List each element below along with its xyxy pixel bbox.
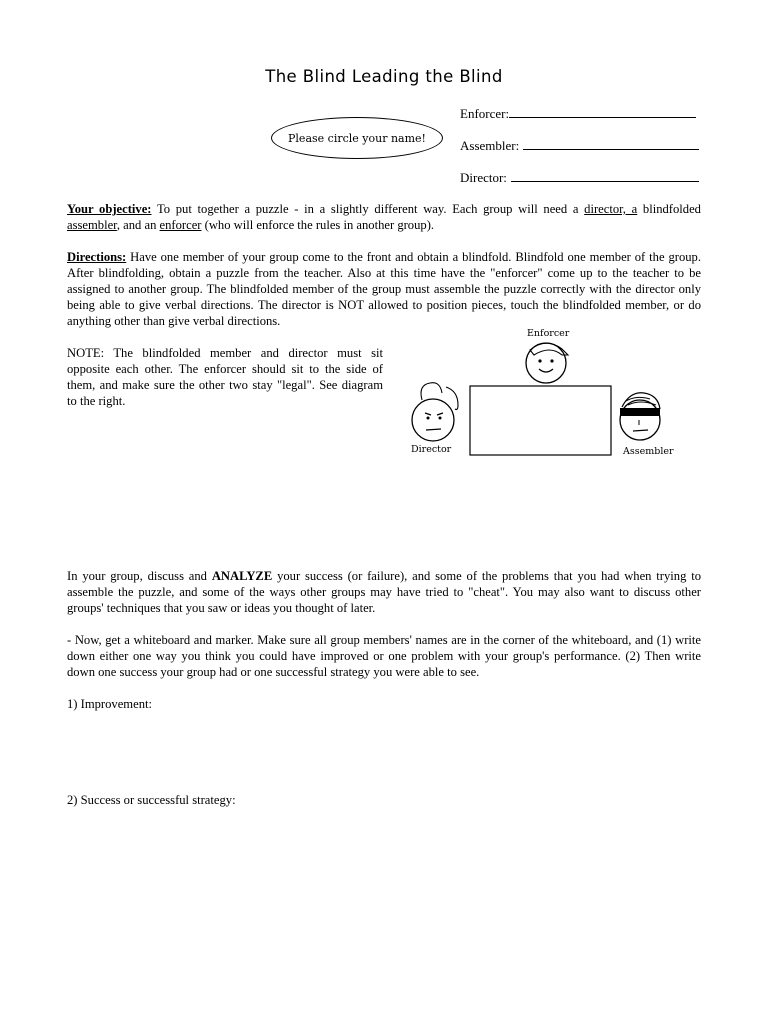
assembler-name-blank[interactable] bbox=[523, 139, 699, 150]
objective-heading: Your objective: bbox=[67, 202, 152, 216]
directions-paragraph bbox=[67, 249, 701, 329]
enforcer-diagram-label: Enforcer bbox=[527, 328, 570, 339]
objective-text-4: (who will enforce the rules in another group). bbox=[201, 218, 435, 232]
objective-director: director, a bbox=[584, 202, 638, 216]
enforcer-signature-line bbox=[460, 106, 696, 122]
objective-text-3: , and an bbox=[116, 218, 160, 232]
assembler-label: Assembler: bbox=[460, 138, 520, 153]
assembler-face-icon bbox=[620, 393, 660, 440]
circle-name-callout bbox=[271, 117, 443, 159]
director-name-blank[interactable] bbox=[511, 171, 699, 182]
enforcer-name-blank[interactable] bbox=[509, 107, 696, 118]
director-signature-line bbox=[460, 170, 699, 186]
objective-text-2: blindfolded bbox=[637, 202, 701, 216]
objective-assembler: assembler bbox=[67, 218, 117, 232]
director-face-icon bbox=[412, 383, 458, 441]
note-paragraph: NOTE: The blindfolded member and director must sit opposite each other. The enforcer should sit to the side of them, and make sure the other two stay "legal". See diagram to the right. bbox=[67, 346, 383, 408]
callout-text: Please circle your name! bbox=[288, 131, 426, 145]
whiteboard-paragraph: - Now, get a whiteboard and marker. Make sure all group members' names are in the corner of the whiteboard, and (1) write down either one way you think you could have improved or one problem with your group's performance. (2) Then write down one success your group had or one successful strategy you were able to see. bbox=[67, 633, 701, 679]
blindfold-icon bbox=[620, 408, 660, 416]
analyze-paragraph bbox=[67, 568, 701, 616]
analyze-text-2: your success (or failure), and some of the problems that you had when trying to assemble the puzzle, and some of the ways other groups may have tried to "cheat". You may also want to discuss other groups' techniques that you saw or ideas you thought of later. bbox=[67, 569, 701, 615]
question-improvement: 1) Improvement: bbox=[67, 697, 152, 711]
assembler-signature-line bbox=[460, 138, 699, 154]
analyze-bold: ANALYZE bbox=[211, 569, 273, 583]
puzzle-table bbox=[470, 386, 611, 455]
directions-text: Have one member of your group come to the front and obtain a blindfold. Blindfold one member of the group. After blindfolding, obtain a puzzle from the teacher. Also at this time have the "enforcer" come up to the teacher to be assigned to another group. The blindfolded member of the group must assemble the puzzle correctly with the director only being able to give verbal directions. The director is NOT allowed to position pieces, touch the blindfolded member, or do anything other than give verbal directions. bbox=[67, 250, 701, 328]
objective-paragraph bbox=[67, 201, 701, 233]
director-label: Director: bbox=[460, 170, 507, 185]
assembler-diagram-label: Assembler bbox=[623, 446, 674, 457]
analyze-text: In your group, discuss and bbox=[67, 569, 212, 583]
question-success: 2) Success or successful strategy: bbox=[67, 793, 236, 807]
director-diagram-label: Director bbox=[411, 444, 452, 455]
objective-enforcer: enforcer bbox=[159, 218, 202, 232]
page-title: The Blind Leading the Blind bbox=[265, 67, 503, 86]
enforcer-label: Enforcer: bbox=[460, 106, 510, 121]
directions-heading: Directions: bbox=[67, 250, 127, 264]
seating-diagram bbox=[400, 325, 700, 465]
objective-text: To put together a puzzle - in a slightly different way. Each group will need a bbox=[151, 202, 585, 216]
enforcer-face-icon bbox=[526, 343, 568, 383]
